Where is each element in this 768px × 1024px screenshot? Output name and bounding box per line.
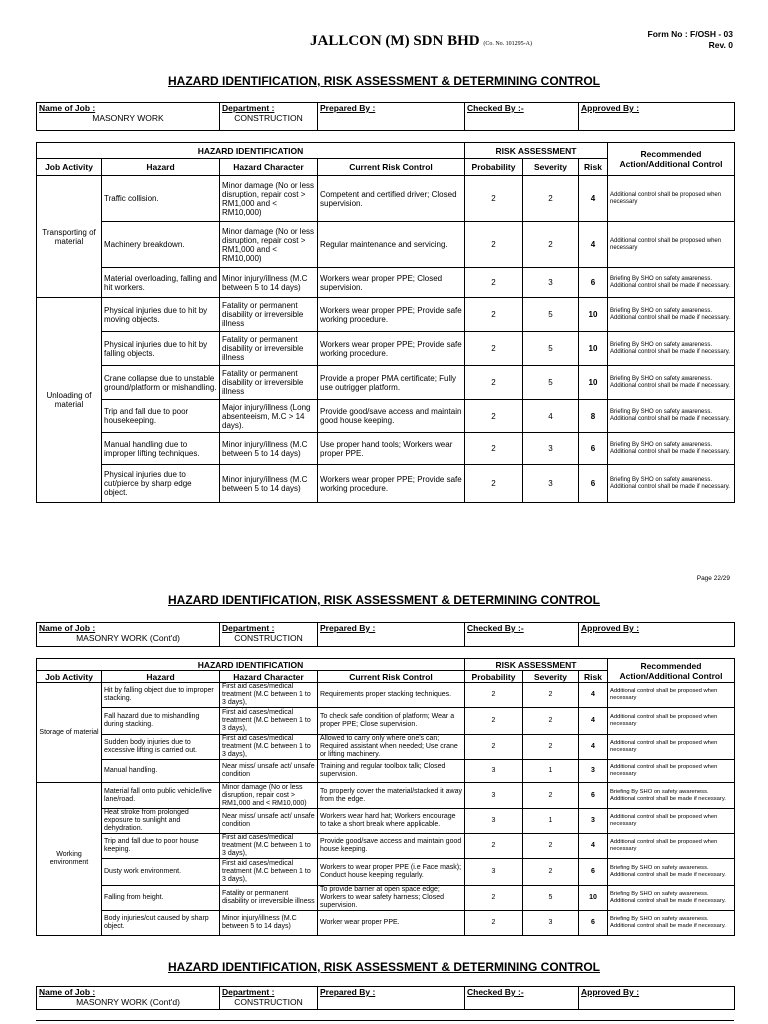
risk-cell: 4 (579, 834, 608, 859)
probability-cell: 3 (465, 809, 523, 834)
job-info-table (36, 622, 735, 647)
hazard-character-cell: Fatality or permanent disability or irreversible illness (220, 298, 318, 332)
company-reg-no: (Co. No. 101295-A) (483, 41, 533, 47)
probability-cell: 2 (465, 222, 523, 268)
table-row (37, 809, 735, 834)
recommended-cell: Additional control shall be proposed when necessary (608, 708, 735, 735)
job-activity-header: Job Activity (37, 671, 102, 683)
probability-cell: 2 (465, 886, 523, 911)
recommended-cell: Additional control shall be proposed when necessary (608, 176, 735, 222)
hazard-table (36, 142, 735, 503)
recommended-cell: Additional control shall be proposed when necessary (608, 222, 735, 268)
current-control-header: Current Risk Control (318, 159, 465, 176)
severity-cell: 3 (523, 268, 579, 298)
hazard-cell: Traffic collision. (102, 176, 220, 222)
table-row (37, 735, 735, 760)
hazard-cell: Physical injuries due to cut/pierce by sharp edge object. (102, 465, 220, 503)
checked-by-cell: Checked By :- (465, 987, 579, 1010)
hazard-cell: Hit by falling object due to improper stacking. (102, 683, 220, 708)
hazard-header: Hazard (102, 671, 220, 683)
hazard-cell: Heat stroke from prolonged exposure to sunlight and dehydration. (102, 809, 220, 834)
hazard-header: Hazard (102, 159, 220, 176)
form-no: Form No : F/OSH - 03 (647, 29, 733, 39)
recommended-cell: Briefing By SHO on safety awareness. Additional control shall be made if necessary. (608, 366, 735, 400)
risk-cell: 3 (579, 809, 608, 834)
table-row (37, 400, 735, 433)
hazard-character-cell: Minor injury/illness (M.C between 5 to 14 days) (220, 911, 318, 936)
probability-cell: 2 (465, 735, 523, 760)
probability-cell: 3 (465, 783, 523, 809)
probability-cell: 2 (465, 708, 523, 735)
table-row (37, 911, 735, 936)
current-control-cell: Use proper hand tools; Workers wear proper PPE. (318, 433, 465, 465)
probability-cell: 2 (465, 911, 523, 936)
recommended-cell: Additional control shall be proposed when necessary (608, 834, 735, 859)
severity-cell: 2 (523, 176, 579, 222)
job-activity-header: Job Activity (37, 159, 102, 176)
hazard-cell: Manual handling. (102, 760, 220, 783)
risk-assessment-header: RISK ASSESSMENT (465, 143, 608, 159)
hazard-cell: Fall hazard due to mishandling during stacking. (102, 708, 220, 735)
severity-cell: 2 (523, 735, 579, 760)
hazard-character-cell: First aid cases/medical treatment (M.C between 1 to 3 days), (220, 859, 318, 886)
hazard-character-cell: First aid cases/medical treatment (M.C between 1 to 3 days), (220, 834, 318, 859)
recommended-cell: Additional control shall be proposed when necessary (608, 760, 735, 783)
severity-cell: 1 (523, 760, 579, 783)
table-row (37, 708, 735, 735)
hazard-identification-header: HAZARD IDENTIFICATION (37, 659, 465, 671)
probability-cell: 2 (465, 465, 523, 503)
severity-header: Severity (523, 671, 579, 683)
risk-cell: 10 (579, 366, 608, 400)
hazard-character-cell: First aid cases/medical treatment (M.C between 1 to 3 days), (220, 735, 318, 760)
severity-cell: 3 (523, 433, 579, 465)
table-row (37, 465, 735, 503)
probability-cell: 2 (465, 400, 523, 433)
recommended-cell: Briefing By SHO on safety awareness. Additional control shall be made if necessary. (608, 886, 735, 911)
probability-cell: 2 (465, 176, 523, 222)
current-control-cell: To provide barrier at open space edge; Workers to wear safety harness; Closed supervision. (318, 886, 465, 911)
table-row (37, 332, 735, 366)
table-row (37, 298, 735, 332)
probability-header: Probability (465, 159, 523, 176)
risk-cell: 3 (579, 760, 608, 783)
table-row (37, 222, 735, 268)
recommended-cell: Briefing By SHO on safety awareness. Additional control shall be made if necessary. (608, 298, 735, 332)
risk-cell: 6 (579, 911, 608, 936)
probability-cell: 2 (465, 332, 523, 366)
department-cell: Department : CONSTRUCTION (220, 623, 318, 647)
severity-cell: 5 (523, 886, 579, 911)
hazard-identification-header: HAZARD IDENTIFICATION (37, 143, 465, 159)
recommended-cell: Briefing By SHO on safety awareness. Additional control shall be made if necessary. (608, 783, 735, 809)
current-control-cell: Provide good/save access and maintain good house keeping. (318, 400, 465, 433)
hazard-character-header: Hazard Character (220, 671, 318, 683)
hazard-character-cell: First aid cases/medical treatment (M.C between 1 to 3 days), (220, 708, 318, 735)
recommended-cell: Briefing By SHO on safety awareness. Additional control shall be made if necessary. (608, 332, 735, 366)
probability-header: Probability (465, 671, 523, 683)
hazard-cell: Trip and fall due to poor house keeping. (102, 834, 220, 859)
table-row (37, 176, 735, 222)
current-control-cell: To check safe condition of platform; Wear a proper PPE; Close supervision. (318, 708, 465, 735)
table-row (37, 834, 735, 859)
job-activity-cell: Unloading of material (37, 298, 102, 503)
hazard-cell: Manual handling due to improper lifting techniques. (102, 433, 220, 465)
current-control-cell: Allowed to carry only where one's can; Required assistant when needed; Use crane or lifting machinery. (318, 735, 465, 760)
risk-cell: 6 (579, 433, 608, 465)
checked-by-cell: Checked By :- (465, 623, 579, 647)
severity-cell: 5 (523, 366, 579, 400)
severity-cell: 2 (523, 683, 579, 708)
recommended-cell: Briefing By SHO on safety awareness. Additional control shall be made if necessary. (608, 400, 735, 433)
prepared-by-cell: Prepared By : (318, 103, 465, 131)
hazard-character-cell: Fatality or permanent disability or irreversible illness (220, 886, 318, 911)
severity-cell: 5 (523, 332, 579, 366)
job-name-cell: Name of Job : MASONRY WORK (Cont'd) (37, 623, 220, 647)
department-cell: Department : CONSTRUCTION (220, 987, 318, 1010)
hazard-character-cell: Minor injury/illness (M.C between 5 to 14 days) (220, 433, 318, 465)
job-info-table (36, 102, 735, 131)
probability-cell: 2 (465, 268, 523, 298)
severity-cell: 2 (523, 783, 579, 809)
prepared-by-cell: Prepared By : (318, 623, 465, 647)
table-row (37, 783, 735, 809)
severity-cell: 2 (523, 834, 579, 859)
hazard-cell: Material fall onto public vehicle/live lane/road. (102, 783, 220, 809)
table-row (37, 268, 735, 298)
severity-cell: 3 (523, 465, 579, 503)
risk-cell: 6 (579, 859, 608, 886)
job-activity-cell: Transporting of material (37, 176, 102, 298)
risk-cell: 6 (579, 268, 608, 298)
checked-by-cell: Checked By :- (465, 103, 579, 131)
risk-assessment-header: RISK ASSESSMENT (465, 659, 608, 671)
probability-cell: 2 (465, 834, 523, 859)
prepared-by-cell: Prepared By : (318, 987, 465, 1010)
table-row (37, 683, 735, 708)
hazard-cell: Body injuries/cut caused by sharp object. (102, 911, 220, 936)
current-control-cell: Training and regular toolbox talk; Closed supervision. (318, 760, 465, 783)
risk-cell: 8 (579, 400, 608, 433)
current-control-cell: Provide good/save access and maintain good house keeping. (318, 834, 465, 859)
current-control-cell: Worker wear proper PPE. (318, 911, 465, 936)
recommended-cell: Additional control shall be proposed when necessary (608, 809, 735, 834)
document-title: HAZARD IDENTIFICATION, RISK ASSESSMENT & DETERMINING CONTROL (168, 960, 600, 974)
job-activity-cell: Storage of material (37, 683, 102, 783)
job-name-cell: Name of Job : MASONRY WORK (Cont'd) (37, 987, 220, 1010)
hazard-cell: Dusty work environment. (102, 859, 220, 886)
current-control-cell: Workers wear hard hat; Workers encourage to take a short break where applicable. (318, 809, 465, 834)
probability-cell: 2 (465, 433, 523, 465)
risk-cell: 4 (579, 708, 608, 735)
risk-cell: 10 (579, 298, 608, 332)
current-control-cell: Workers to wear proper PPE (i.e Face mask); Conduct house keeping regularly. (318, 859, 465, 886)
recommended-cell: Briefing By SHO on safety awareness. Additional control shall be made if necessary. (608, 859, 735, 886)
table-row (37, 886, 735, 911)
probability-cell: 2 (465, 298, 523, 332)
hazard-character-cell: Fatality or permanent disability or irreversible illness (220, 366, 318, 400)
hazard-character-cell: Minor injury/illness (M.C between 5 to 14 days) (220, 268, 318, 298)
risk-cell: 6 (579, 783, 608, 809)
table-row (37, 366, 735, 400)
approved-by-cell: Approved By : (579, 987, 735, 1010)
recommended-cell: Briefing By SHO on safety awareness. Additional control shall be made if necessary. (608, 465, 735, 503)
severity-cell: 2 (523, 708, 579, 735)
approved-by-cell: Approved By : (579, 103, 735, 131)
hazard-cell: Falling from height. (102, 886, 220, 911)
recommended-cell: Briefing By SHO on safety awareness. Additional control shall be made if necessary. (608, 911, 735, 936)
form-rev: Rev. 0 (708, 40, 733, 50)
severity-header: Severity (523, 159, 579, 176)
severity-cell: 5 (523, 298, 579, 332)
hazard-cell: Machinery breakdown. (102, 222, 220, 268)
hazard-cell: Trip and fall due to poor housekeeping. (102, 400, 220, 433)
approved-by-cell: Approved By : (579, 623, 735, 647)
recommended-cell: Additional control shall be proposed when necessary (608, 683, 735, 708)
current-control-cell: Workers wear proper PPE; Provide safe working procedure. (318, 298, 465, 332)
recommended-cell: Additional control shall be proposed when necessary (608, 735, 735, 760)
company-name: JALLCON (M) SDN BHD (Co. No. 101295-A) (310, 33, 533, 49)
hazard-cell: Physical injuries due to hit by moving objects. (102, 298, 220, 332)
hazard-cell: Crane collapse due to unstable ground/platform or mishandling. (102, 366, 220, 400)
hazard-table (36, 658, 735, 936)
severity-cell: 2 (523, 222, 579, 268)
recommended-header: Recommended Action/Additional Control (608, 659, 735, 683)
risk-cell: 10 (579, 332, 608, 366)
table-row (37, 433, 735, 465)
risk-cell: 10 (579, 886, 608, 911)
job-name-cell: Name of Job : MASONRY WORK (37, 103, 220, 131)
current-control-cell: Workers wear proper PPE; Provide safe working procedure. (318, 465, 465, 503)
hazard-cell: Physical injuries due to hit by falling objects. (102, 332, 220, 366)
severity-cell: 2 (523, 859, 579, 886)
current-control-cell: Provide a proper PMA certificate; Fully use outrigger platform. (318, 366, 465, 400)
department-cell: Department : CONSTRUCTION (220, 103, 318, 131)
hazard-cell: Sudden body injuries due to excessive lifting is carried out. (102, 735, 220, 760)
probability-cell: 2 (465, 683, 523, 708)
current-control-cell: Requirements proper stacking techniques. (318, 683, 465, 708)
risk-cell: 6 (579, 465, 608, 503)
severity-cell: 4 (523, 400, 579, 433)
job-activity-cell: Working environment (37, 783, 102, 936)
next-table-top-border (36, 1020, 734, 1021)
hazard-character-cell: First aid cases/medical treatment (M.C between 1 to 3 days), (220, 683, 318, 708)
risk-cell: 4 (579, 683, 608, 708)
hazard-character-cell: Major injury/illness (Long absenteeism, M.C > 14 days). (220, 400, 318, 433)
hazard-character-cell: Near miss/ unsafe act/ unsafe condition (220, 809, 318, 834)
hazard-character-cell: Near miss/ unsafe act/ unsafe condition (220, 760, 318, 783)
current-control-cell: Competent and certified driver; Closed supervision. (318, 176, 465, 222)
current-control-cell: Workers wear proper PPE; Closed supervision. (318, 268, 465, 298)
risk-header: Risk (579, 671, 608, 683)
job-info-table (36, 986, 735, 1010)
risk-cell: 4 (579, 735, 608, 760)
hazard-cell: Material overloading, falling and hit workers. (102, 268, 220, 298)
probability-cell: 3 (465, 760, 523, 783)
table-row (37, 859, 735, 886)
hazard-character-cell: Minor injury/illness (M.C between 5 to 14 days) (220, 465, 318, 503)
probability-cell: 3 (465, 859, 523, 886)
risk-header: Risk (579, 159, 608, 176)
document-title: HAZARD IDENTIFICATION, RISK ASSESSMENT & DETERMINING CONTROL (168, 593, 600, 607)
severity-cell: 3 (523, 911, 579, 936)
risk-cell: 4 (579, 176, 608, 222)
hazard-character-cell: Fatality or permanent disability or irreversible illness (220, 332, 318, 366)
form-number (648, 29, 733, 51)
recommended-cell: Briefing By SHO on safety awareness. Additional control shall be made if necessary. (608, 268, 735, 298)
probability-cell: 2 (465, 366, 523, 400)
current-control-cell: Workers wear proper PPE; Provide safe working procedure. (318, 332, 465, 366)
current-control-cell: Regular maintenance and servicing. (318, 222, 465, 268)
recommended-cell: Briefing By SHO on safety awareness. Additional control shall be made if necessary. (608, 433, 735, 465)
hazard-character-header: Hazard Character (220, 159, 318, 176)
current-control-header: Current Risk Control (318, 671, 465, 683)
table-row (37, 760, 735, 783)
hazard-character-cell: Minor damage (No or less disruption, repair cost > RM1,000 and < RM10,000) (220, 222, 318, 268)
hazard-character-cell: Minor damage (No or less disruption, repair cost > RM1,000 and < RM10,000) (220, 176, 318, 222)
hazard-character-cell: Minor damage (No or less disruption, repair cost > RM1,000 and < RM10,000) (220, 783, 318, 809)
severity-cell: 1 (523, 809, 579, 834)
page-number: Page 22/29 (696, 575, 730, 582)
risk-cell: 4 (579, 222, 608, 268)
recommended-header: Recommended Action/Additional Control (608, 143, 735, 176)
document-title: HAZARD IDENTIFICATION, RISK ASSESSMENT & DETERMINING CONTROL (168, 74, 600, 88)
current-control-cell: To properly cover the material/stacked it away from the edge. (318, 783, 465, 809)
